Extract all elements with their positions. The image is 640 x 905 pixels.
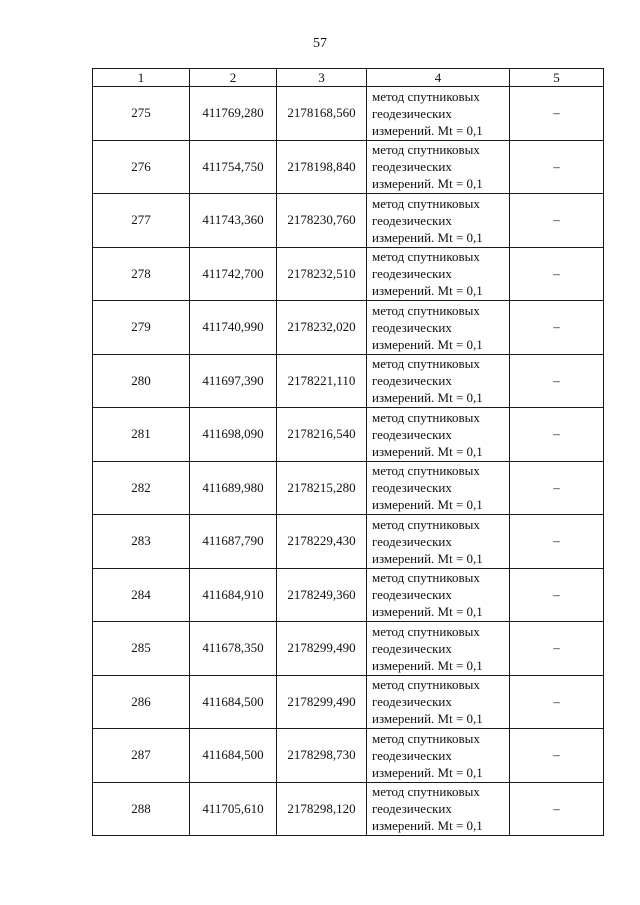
method-line: метод спутниковых — [372, 516, 480, 532]
method-line: измерений. Mt = 0,1 — [372, 657, 483, 673]
note-cell: – — [510, 140, 604, 194]
method-line: геодезических — [372, 212, 452, 228]
note-cell: – — [510, 461, 604, 515]
method-line: геодезических — [372, 105, 452, 121]
x-coordinate-cell: 411742,700 — [190, 247, 277, 301]
x-coordinate-cell: 411705,610 — [190, 782, 277, 836]
x-coordinate-cell: 411754,750 — [190, 140, 277, 194]
method-line: геодезических — [372, 801, 452, 817]
table-row — [93, 194, 604, 248]
table-row — [93, 140, 604, 194]
table-row — [93, 729, 604, 783]
x-coordinate-cell: 411684,500 — [190, 675, 277, 729]
table-row — [93, 782, 604, 836]
y-coordinate-cell: 2178230,760 — [277, 194, 367, 248]
method-line: геодезических — [372, 747, 452, 763]
point-number-cell: 284 — [93, 568, 190, 622]
point-number-cell: 282 — [93, 461, 190, 515]
table-row — [93, 408, 604, 462]
header-col-4: 4 — [367, 69, 510, 87]
point-number-cell: 277 — [93, 194, 190, 248]
method-cell — [367, 515, 510, 569]
table-header-row — [93, 69, 604, 87]
x-coordinate-cell: 411743,360 — [190, 194, 277, 248]
point-number-cell: 278 — [93, 247, 190, 301]
y-coordinate-cell: 2178299,490 — [277, 675, 367, 729]
y-coordinate-cell: 2178299,490 — [277, 622, 367, 676]
method-line: геодезических — [372, 159, 452, 175]
point-number-cell: 280 — [93, 354, 190, 408]
coordinates-table — [92, 68, 604, 836]
method-line: метод спутниковых — [372, 623, 480, 639]
method-line: геодезических — [372, 694, 452, 710]
y-coordinate-cell: 2178298,120 — [277, 782, 367, 836]
x-coordinate-cell: 411769,280 — [190, 87, 277, 141]
point-number-cell: 276 — [93, 140, 190, 194]
method-line: метод спутниковых — [372, 195, 480, 211]
y-coordinate-cell: 2178249,360 — [277, 568, 367, 622]
method-line: метод спутниковых — [372, 784, 480, 800]
method-line: метод спутниковых — [372, 730, 480, 746]
method-cell — [367, 408, 510, 462]
table-row — [93, 675, 604, 729]
point-number-cell: 283 — [93, 515, 190, 569]
point-number-cell: 288 — [93, 782, 190, 836]
point-number-cell: 286 — [93, 675, 190, 729]
note-cell: – — [510, 354, 604, 408]
header-col-2: 2 — [190, 69, 277, 87]
method-line: метод спутниковых — [372, 677, 480, 693]
table-row — [93, 301, 604, 355]
method-line: измерений. Mt = 0,1 — [372, 229, 483, 245]
method-line: геодезических — [372, 426, 452, 442]
method-cell — [367, 622, 510, 676]
y-coordinate-cell: 2178298,730 — [277, 729, 367, 783]
table-row — [93, 461, 604, 515]
method-line: метод спутниковых — [372, 570, 480, 586]
method-line: геодезических — [372, 640, 452, 656]
method-line: измерений. Mt = 0,1 — [372, 550, 483, 566]
note-cell: – — [510, 301, 604, 355]
table-row — [93, 87, 604, 141]
method-cell — [367, 729, 510, 783]
method-line: метод спутниковых — [372, 463, 480, 479]
method-line: измерений. Mt = 0,1 — [372, 176, 483, 192]
point-number-cell: 287 — [93, 729, 190, 783]
y-coordinate-cell: 2178221,110 — [277, 354, 367, 408]
table-row — [93, 622, 604, 676]
x-coordinate-cell: 411687,790 — [190, 515, 277, 569]
y-coordinate-cell: 2178168,560 — [277, 87, 367, 141]
page-number: 57 — [313, 36, 327, 51]
table-row — [93, 247, 604, 301]
method-line: измерений. Mt = 0,1 — [372, 764, 483, 780]
x-coordinate-cell: 411678,350 — [190, 622, 277, 676]
y-coordinate-cell: 2178229,430 — [277, 515, 367, 569]
note-cell: – — [510, 515, 604, 569]
method-cell — [367, 247, 510, 301]
header-col-1: 1 — [93, 69, 190, 87]
y-coordinate-cell: 2178198,840 — [277, 140, 367, 194]
note-cell: – — [510, 675, 604, 729]
note-cell: – — [510, 782, 604, 836]
method-line: измерений. Mt = 0,1 — [372, 497, 483, 513]
method-line: геодезических — [372, 533, 452, 549]
method-cell — [367, 301, 510, 355]
note-cell: – — [510, 729, 604, 783]
note-cell: – — [510, 87, 604, 141]
method-line: измерений. Mt = 0,1 — [372, 711, 483, 727]
method-line: измерений. Mt = 0,1 — [372, 283, 483, 299]
point-number-cell: 285 — [93, 622, 190, 676]
y-coordinate-cell: 2178232,020 — [277, 301, 367, 355]
method-cell — [367, 354, 510, 408]
x-coordinate-cell: 411740,990 — [190, 301, 277, 355]
method-line: измерений. Mt = 0,1 — [372, 818, 483, 834]
method-line: геодезических — [372, 373, 452, 389]
note-cell: – — [510, 568, 604, 622]
y-coordinate-cell: 2178215,280 — [277, 461, 367, 515]
table-row — [93, 515, 604, 569]
table-row — [93, 354, 604, 408]
x-coordinate-cell: 411698,090 — [190, 408, 277, 462]
method-cell — [367, 675, 510, 729]
method-line: метод спутниковых — [372, 356, 480, 372]
x-coordinate-cell: 411689,980 — [190, 461, 277, 515]
point-number-cell: 279 — [93, 301, 190, 355]
method-line: метод спутниковых — [372, 249, 480, 265]
note-cell: – — [510, 622, 604, 676]
method-line: измерений. Mt = 0,1 — [372, 336, 483, 352]
note-cell: – — [510, 408, 604, 462]
method-line: геодезических — [372, 587, 452, 603]
point-number-cell: 281 — [93, 408, 190, 462]
y-coordinate-cell: 2178232,510 — [277, 247, 367, 301]
method-line: метод спутниковых — [372, 409, 480, 425]
table-row — [93, 568, 604, 622]
header-col-5: 5 — [510, 69, 604, 87]
method-line: измерений. Mt = 0,1 — [372, 604, 483, 620]
method-cell — [367, 140, 510, 194]
table-body — [93, 87, 604, 836]
method-line: измерений. Mt = 0,1 — [372, 443, 483, 459]
method-line: измерений. Mt = 0,1 — [372, 390, 483, 406]
method-line: метод спутниковых — [372, 142, 480, 158]
method-cell — [367, 568, 510, 622]
y-coordinate-cell: 2178216,540 — [277, 408, 367, 462]
method-cell — [367, 87, 510, 141]
x-coordinate-cell: 411684,910 — [190, 568, 277, 622]
method-line: геодезических — [372, 480, 452, 496]
method-line: геодезических — [372, 266, 452, 282]
method-line: измерений. Mt = 0,1 — [372, 122, 483, 138]
method-cell — [367, 782, 510, 836]
method-line: геодезических — [372, 319, 452, 335]
note-cell: – — [510, 194, 604, 248]
method-cell — [367, 461, 510, 515]
method-cell — [367, 194, 510, 248]
header-col-3: 3 — [277, 69, 367, 87]
x-coordinate-cell: 411697,390 — [190, 354, 277, 408]
note-cell: – — [510, 247, 604, 301]
point-number-cell: 275 — [93, 87, 190, 141]
method-line: метод спутниковых — [372, 88, 480, 104]
x-coordinate-cell: 411684,500 — [190, 729, 277, 783]
method-line: метод спутниковых — [372, 302, 480, 318]
